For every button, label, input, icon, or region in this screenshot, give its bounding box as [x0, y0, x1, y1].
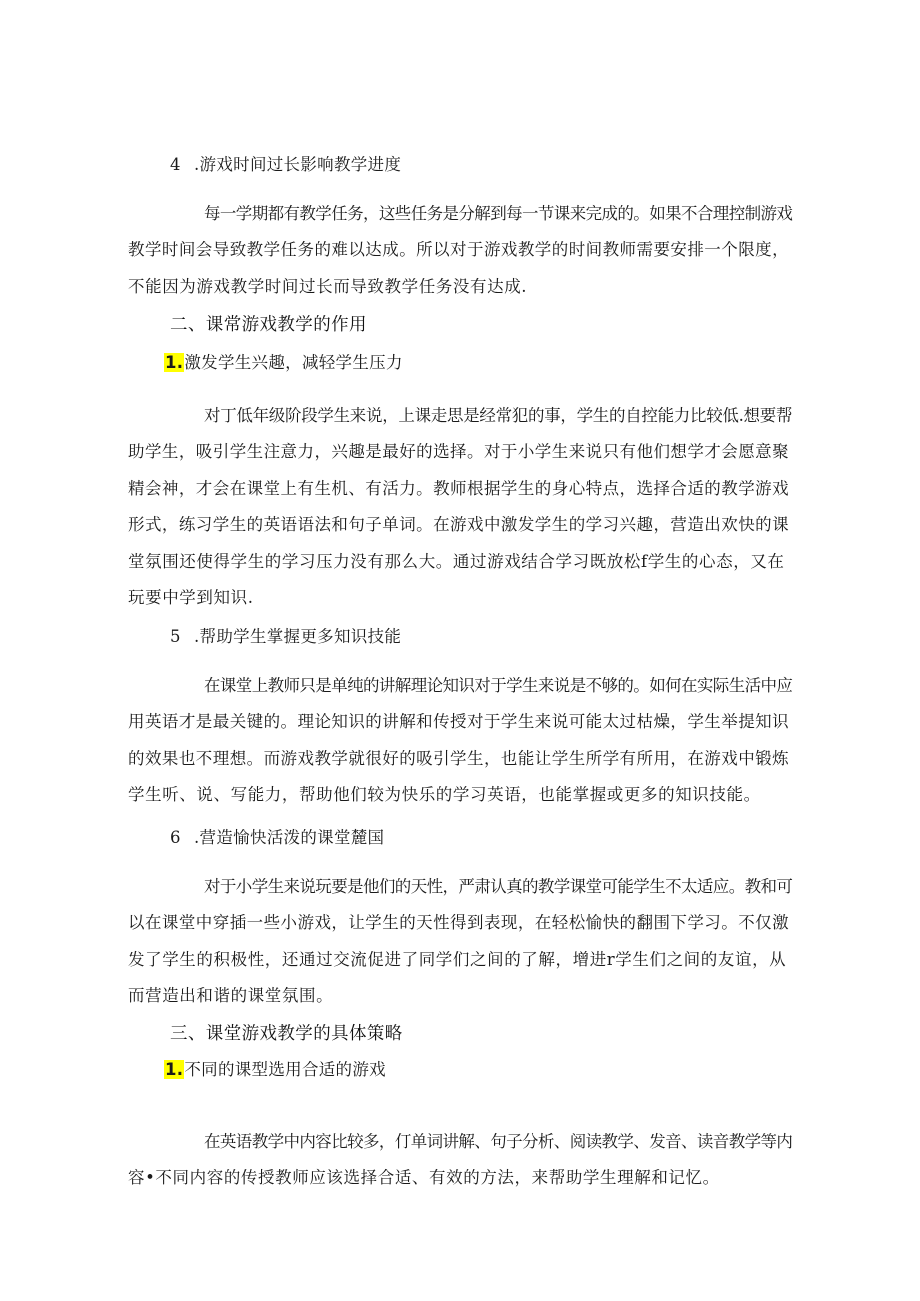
- section-heading: 三、课堂游戏教学的具体策略: [170, 1024, 403, 1044]
- list-item-s2-1: [164, 353, 403, 373]
- paragraph-line: 在课堂上教师只是单纯的讲解理论知识对于学生来说是不够的。如何在实际生活中应: [204, 676, 793, 695]
- paragraph-s2-1: [128, 398, 792, 616]
- paragraph-line: 以在课堂中穿插一些小游戏，让学生的天性得到表现，在轻松愉快的翻围下学习。不仅激: [128, 913, 790, 933]
- section-heading: 二、课常游戏教学的作用: [170, 315, 367, 335]
- paragraph-line: 助学生，吸引学生注意力，兴趣是最好的选择。对于小学生来说只有他们想学才会愿意聚: [128, 442, 790, 462]
- paragraph-line: 玩要中学到知识.: [128, 588, 254, 608]
- list-item-4: [170, 155, 401, 175]
- paragraph-line: 发了学生的积极性，还通过交流促进了同学们之间的了解，增进r学生们之间的友谊，从: [128, 949, 787, 969]
- paragraph-line: 不能因为游戏教学时间过长而导致教学任务没有达成.: [128, 276, 528, 296]
- list-item-text: 不同的课型选用合适的游戏: [184, 1060, 386, 1079]
- paragraph-line: 的效果也不理想。而游戏教学就很好的吸引学生，也能让学生所学有所用，在游戏中锻炼: [128, 748, 790, 768]
- paragraph-s3-1: [128, 1124, 792, 1197]
- paragraph-line: 对于小学生来说玩要是他们的天性，严肃认真的教学课堂可能学生不太适应。教和可: [204, 877, 793, 896]
- paragraph-line: 每一学期都有教学任务，这些任务是分解到每一节课来完成的。如果不合理控制游戏: [204, 204, 793, 223]
- paragraph-line: 教学时间会导致教学任务的难以达成。所以对于游戏教学的时间教师需要安排一个限度，: [128, 240, 790, 260]
- list-item-number: 5: [170, 627, 181, 646]
- list-item-text: 激发学生兴趣，减轻学生压力: [184, 353, 403, 372]
- list-item-5: [170, 627, 401, 647]
- paragraph-line: 而营造出和谐的课堂氛围。: [128, 986, 334, 1006]
- list-item-s3-1: [164, 1060, 386, 1080]
- list-item-number: 4: [170, 155, 181, 174]
- highlighted-list-number: 1.: [165, 1060, 184, 1079]
- paragraph-item-6: [128, 869, 792, 1015]
- paragraph-line: 精会神，才会在课堂上有生机、有活力。教师根据学生的身心特点，选择合适的教学游戏: [128, 478, 790, 498]
- paragraph-line: 对丁低年级阶段学生来说，上课走思是经常犯的事，学生的自控能力比较低.想要帮: [204, 406, 793, 425]
- list-item-text: .营造愉快活泼的课堂麓国: [194, 828, 385, 847]
- paragraph-line: 学生听、说、写能力，帮助他们较为快乐的学习英语，也能掌握或更多的知识技能。: [128, 785, 761, 805]
- paragraph-line: 堂氛围还使得学生的学习压力没有那么大。通过游戏结合学习既放松f学生的心态，又在: [128, 551, 785, 571]
- list-item-6: [170, 828, 384, 848]
- list-item-number: 6: [170, 828, 181, 847]
- highlighted-list-number: 1.: [165, 353, 184, 372]
- paragraph-line: 用英语才是最关键的。理论知识的讲解和传授对于学生来说可能太过枯燥，学生举提知识: [128, 712, 790, 732]
- list-item-text: .游戏时间过长影响教学进度: [194, 155, 402, 174]
- paragraph-item-4: [128, 196, 792, 305]
- paragraph-item-5: [128, 668, 792, 814]
- paragraph-line: 形式，练习学生的英语语法和句子单词。在游戏中激发学生的学习兴趣，营造出欢快的课: [128, 515, 790, 535]
- paragraph-line: 容•不同内容的传授教师应该选择合适、有效的方法，来帮助学生理解和记忆。: [128, 1168, 720, 1188]
- paragraph-line: 在英语教学中内容比较多，仃单词讲解、句子分析、阅读教学、发音、读音教学等内: [204, 1132, 793, 1151]
- list-item-text: .帮助学生掌握更多知识技能: [194, 627, 402, 646]
